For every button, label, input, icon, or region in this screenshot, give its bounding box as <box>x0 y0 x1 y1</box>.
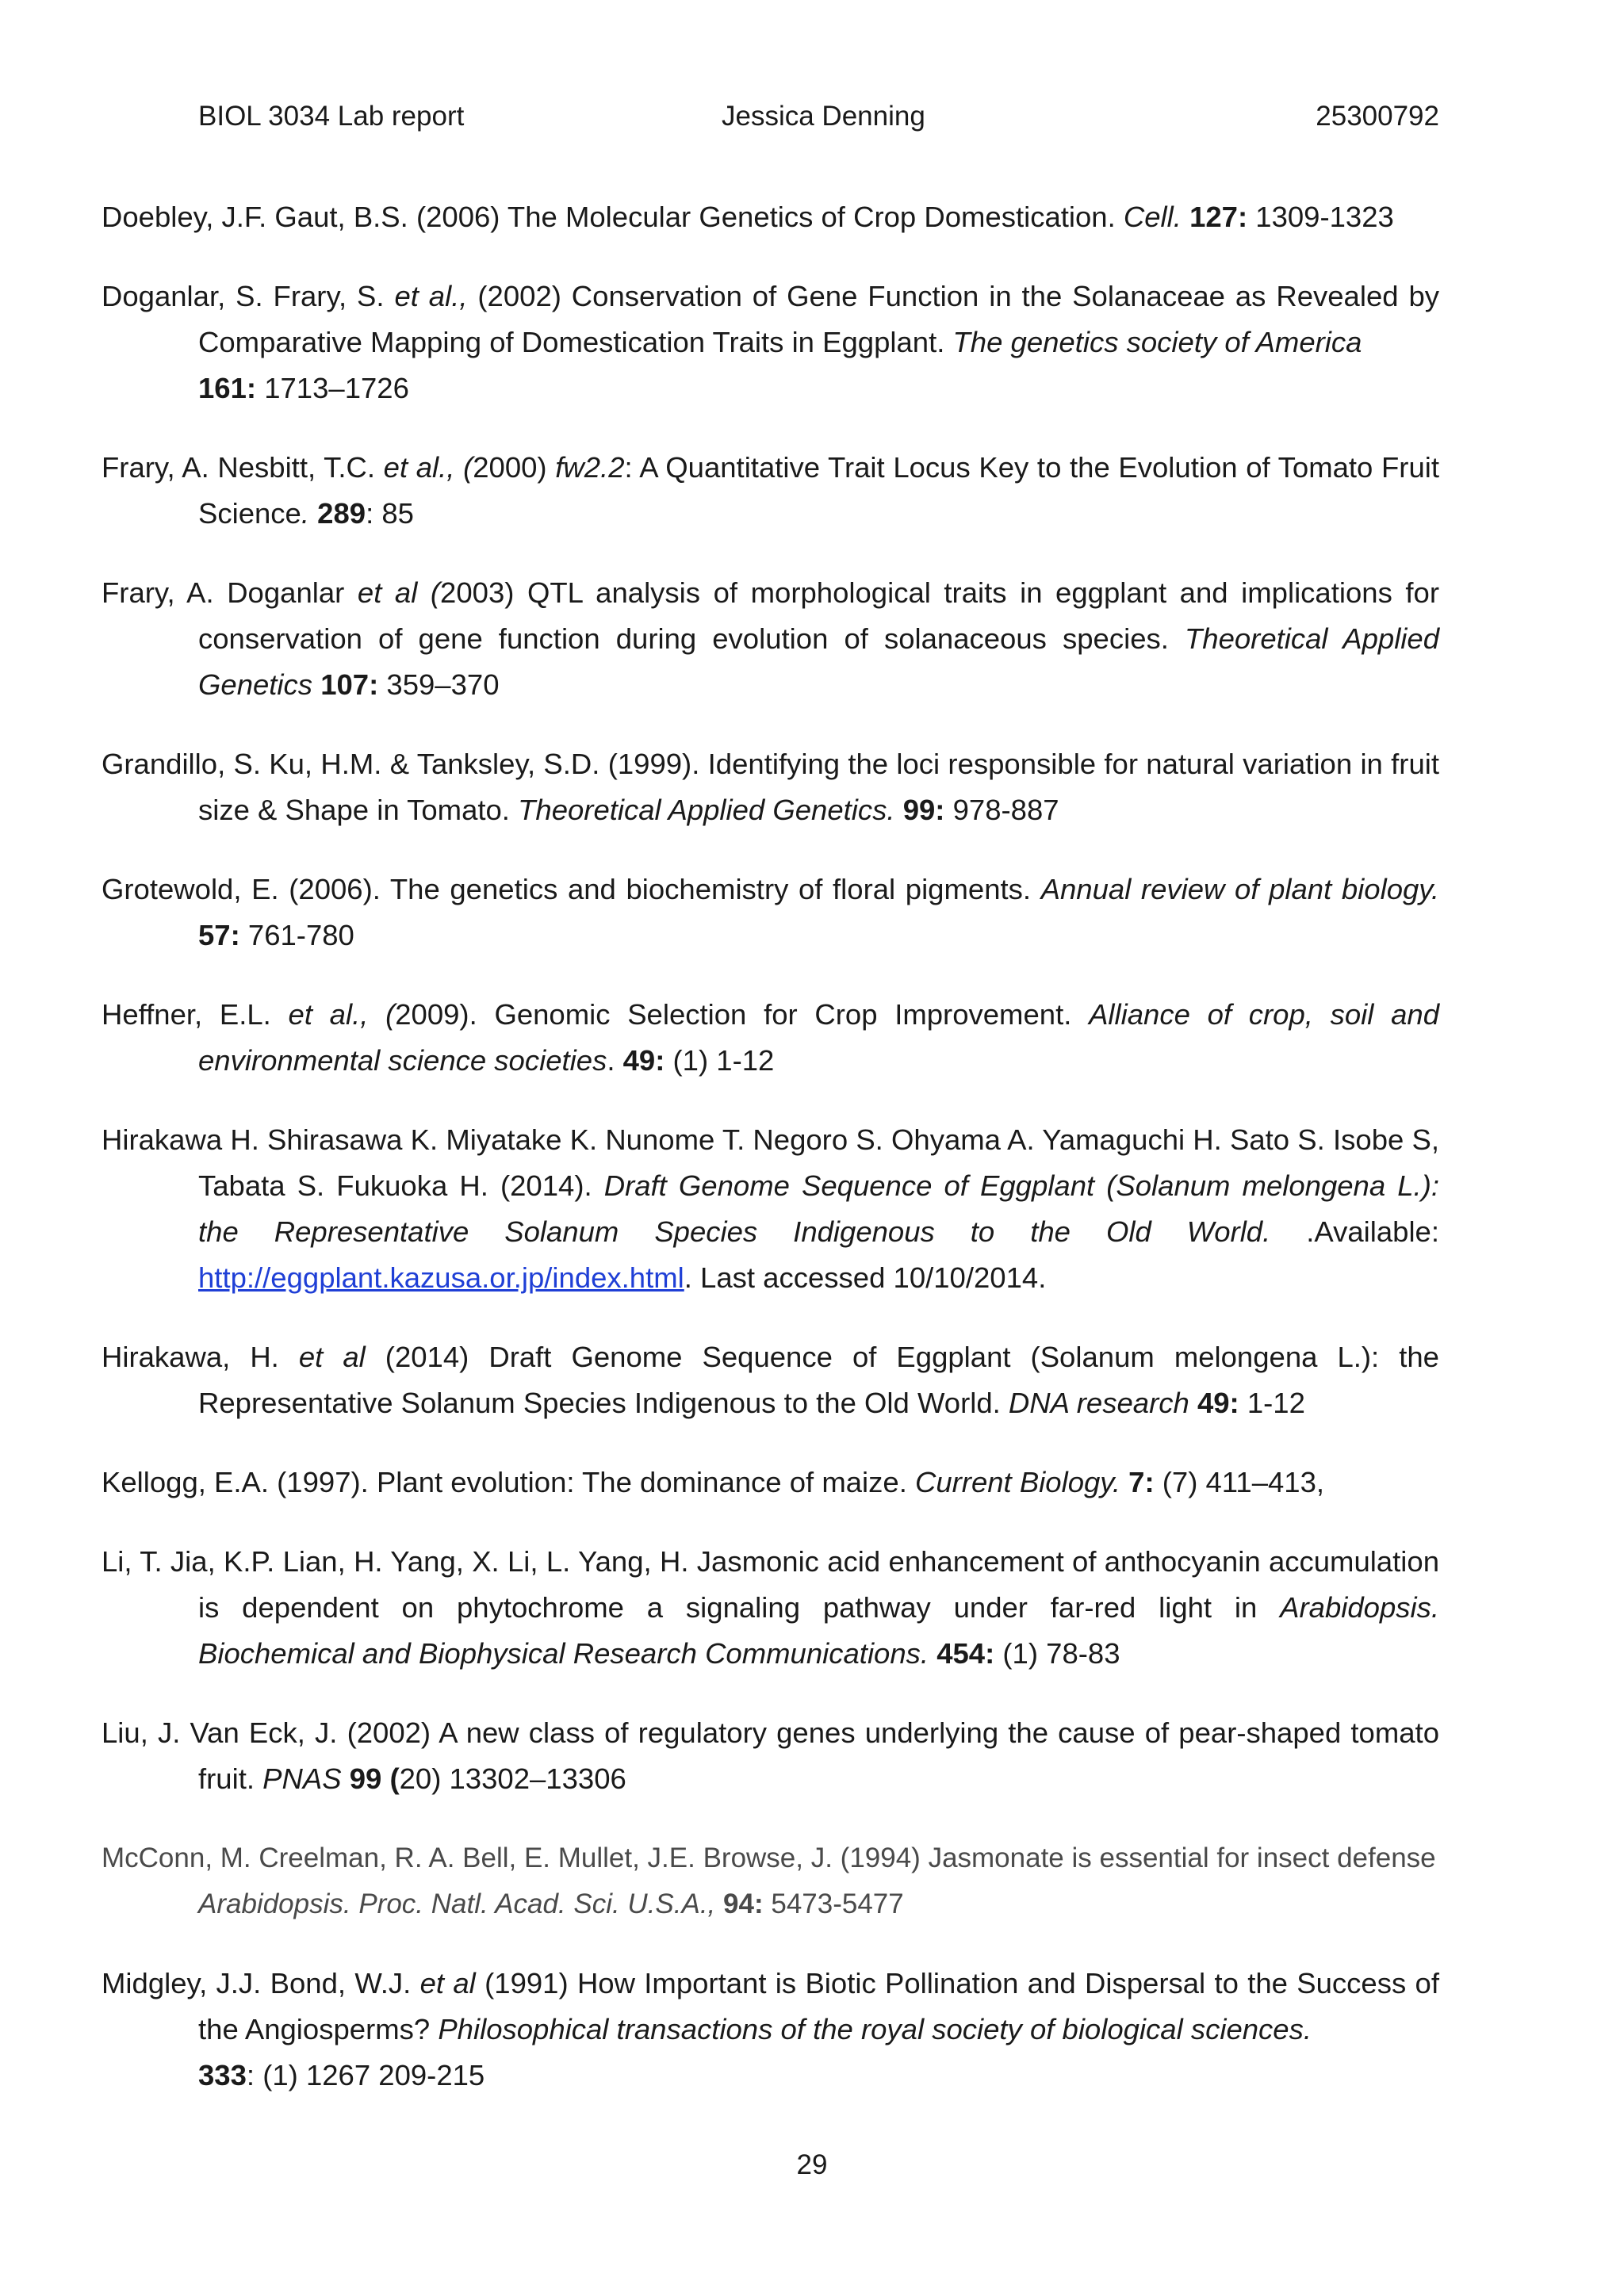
reference-hirakawa-2014: Hirakawa, H. et al (2014) Draft Genome Sequence of Eggplant (Solanum melongena L.): the Representative Solanum Species Indigenous to the Old World. DNA research 49: 1-12 <box>102 1341 1439 1419</box>
reference-grandillo: Grandillo, S. Ku, H.M. & Tanksley, S.D. (1999). Identifying the loci responsible for natural variation in fruit size & Shape in Tomato. Theoretical Applied Genetics. 99: 978-887 <box>102 748 1439 826</box>
reference-midgley: Midgley, J.J. Bond, W.J. et al (1991) How Important is Biotic Pollination and Dispersal to the Success of the Angiosperms? Philosophical transactions of the royal society of biological sciences. 333: (1) 1267 209-215 <box>102 1967 1439 2091</box>
page-header <box>198 97 1439 136</box>
reference-grotewold: Grotewold, E. (2006). The genetics and biochemistry of floral pigments. Annual review of plant biology. 57: 761-780 <box>102 873 1439 951</box>
reference-hirakawa-2014-web: Hirakawa H. Shirasawa K. Miyatake K. Nunome T. Negoro S. Ohyama A. Yamaguchi H. Sato S. Isobe S, Tabata S. Fukuoka H. (2014). Draft Genome Sequence of Eggplant (Solanum melongena L.): the Representative Solanum Species Indigenous to the Old World. .Available: http://eggplant.kazusa.or.jp/index.html. Last accessed 10/10/2014. <box>102 1123 1440 1294</box>
reference-heffner: Heffner, E.L. et al., (2009). Genomic Selection for Crop Improvement. Alliance of crop, soil and environmental science societies. 49: (1) 1-12 <box>102 998 1439 1077</box>
header-student-id: 25300792 <box>1316 101 1439 132</box>
header-course: BIOL 3034 Lab report <box>198 101 465 132</box>
header-author: Jessica Denning <box>722 101 925 132</box>
reference-doebley: Doebley, J.F. Gaut, B.S. (2006) The Molecular Genetics of Crop Domestication. Cell. 127: 1309-1323 <box>102 201 1394 233</box>
reference-kellogg: Kellogg, E.A. (1997). Plant evolution: The dominance of maize. Current Biology. 7: (7) 411–413, <box>102 1466 1325 1498</box>
reference-frary-2000: Frary, A. Nesbitt, T.C. et al., (2000) fw2.2: A Quantitative Trait Locus Key to the Evolution of Tomato Fruit Science. 289: 85 <box>102 451 1439 530</box>
reference-li: Li, T. Jia, K.P. Lian, H. Yang, X. Li, L. Yang, H. Jasmonic acid enhancement of anthocyanin accumulation is dependent on phytochrome a signaling pathway under far-red light in Arabidopsis. Biochemical and Biophysical Research Communications. 454: (1) 78-83 <box>102 1545 1439 1670</box>
reference-mcconn: McConn, M. Creelman, R. A. Bell, E. Mullet, J.E. Browse, J. (1994) Jasmonate is essential for insect defense Arabidopsis. Proc. Natl. Acad. Sci. U.S.A., 94: 5473-5477 <box>102 1843 1436 1919</box>
eggplant-url-link[interactable]: http://eggplant.kazusa.or.jp/index.html <box>198 1261 684 1294</box>
reference-frary-2003: Frary, A. Doganlar et al (2003) QTL analysis of morphological traits in eggplant and implications for conservation of gene function during evolution of solanaceous species. Theoretical Applied Genetics 107: 359–370 <box>102 576 1440 701</box>
reference-doganlar: Doganlar, S. Frary, S. et al., (2002) Conservation of Gene Function in the Solanaceae as Revealed by Comparative Mapping of Domestication Traits in Eggplant. The genetics society of America 161: 1713–1726 <box>102 280 1440 404</box>
reference-list <box>102 194 1439 2132</box>
reference-liu: Liu, J. Van Eck, J. (2002) A new class of regulatory genes underlying the cause of pear-shaped tomato fruit. PNAS 99 (20) 13302–13306 <box>102 1716 1439 1795</box>
page-number: 29 <box>796 2149 828 2180</box>
